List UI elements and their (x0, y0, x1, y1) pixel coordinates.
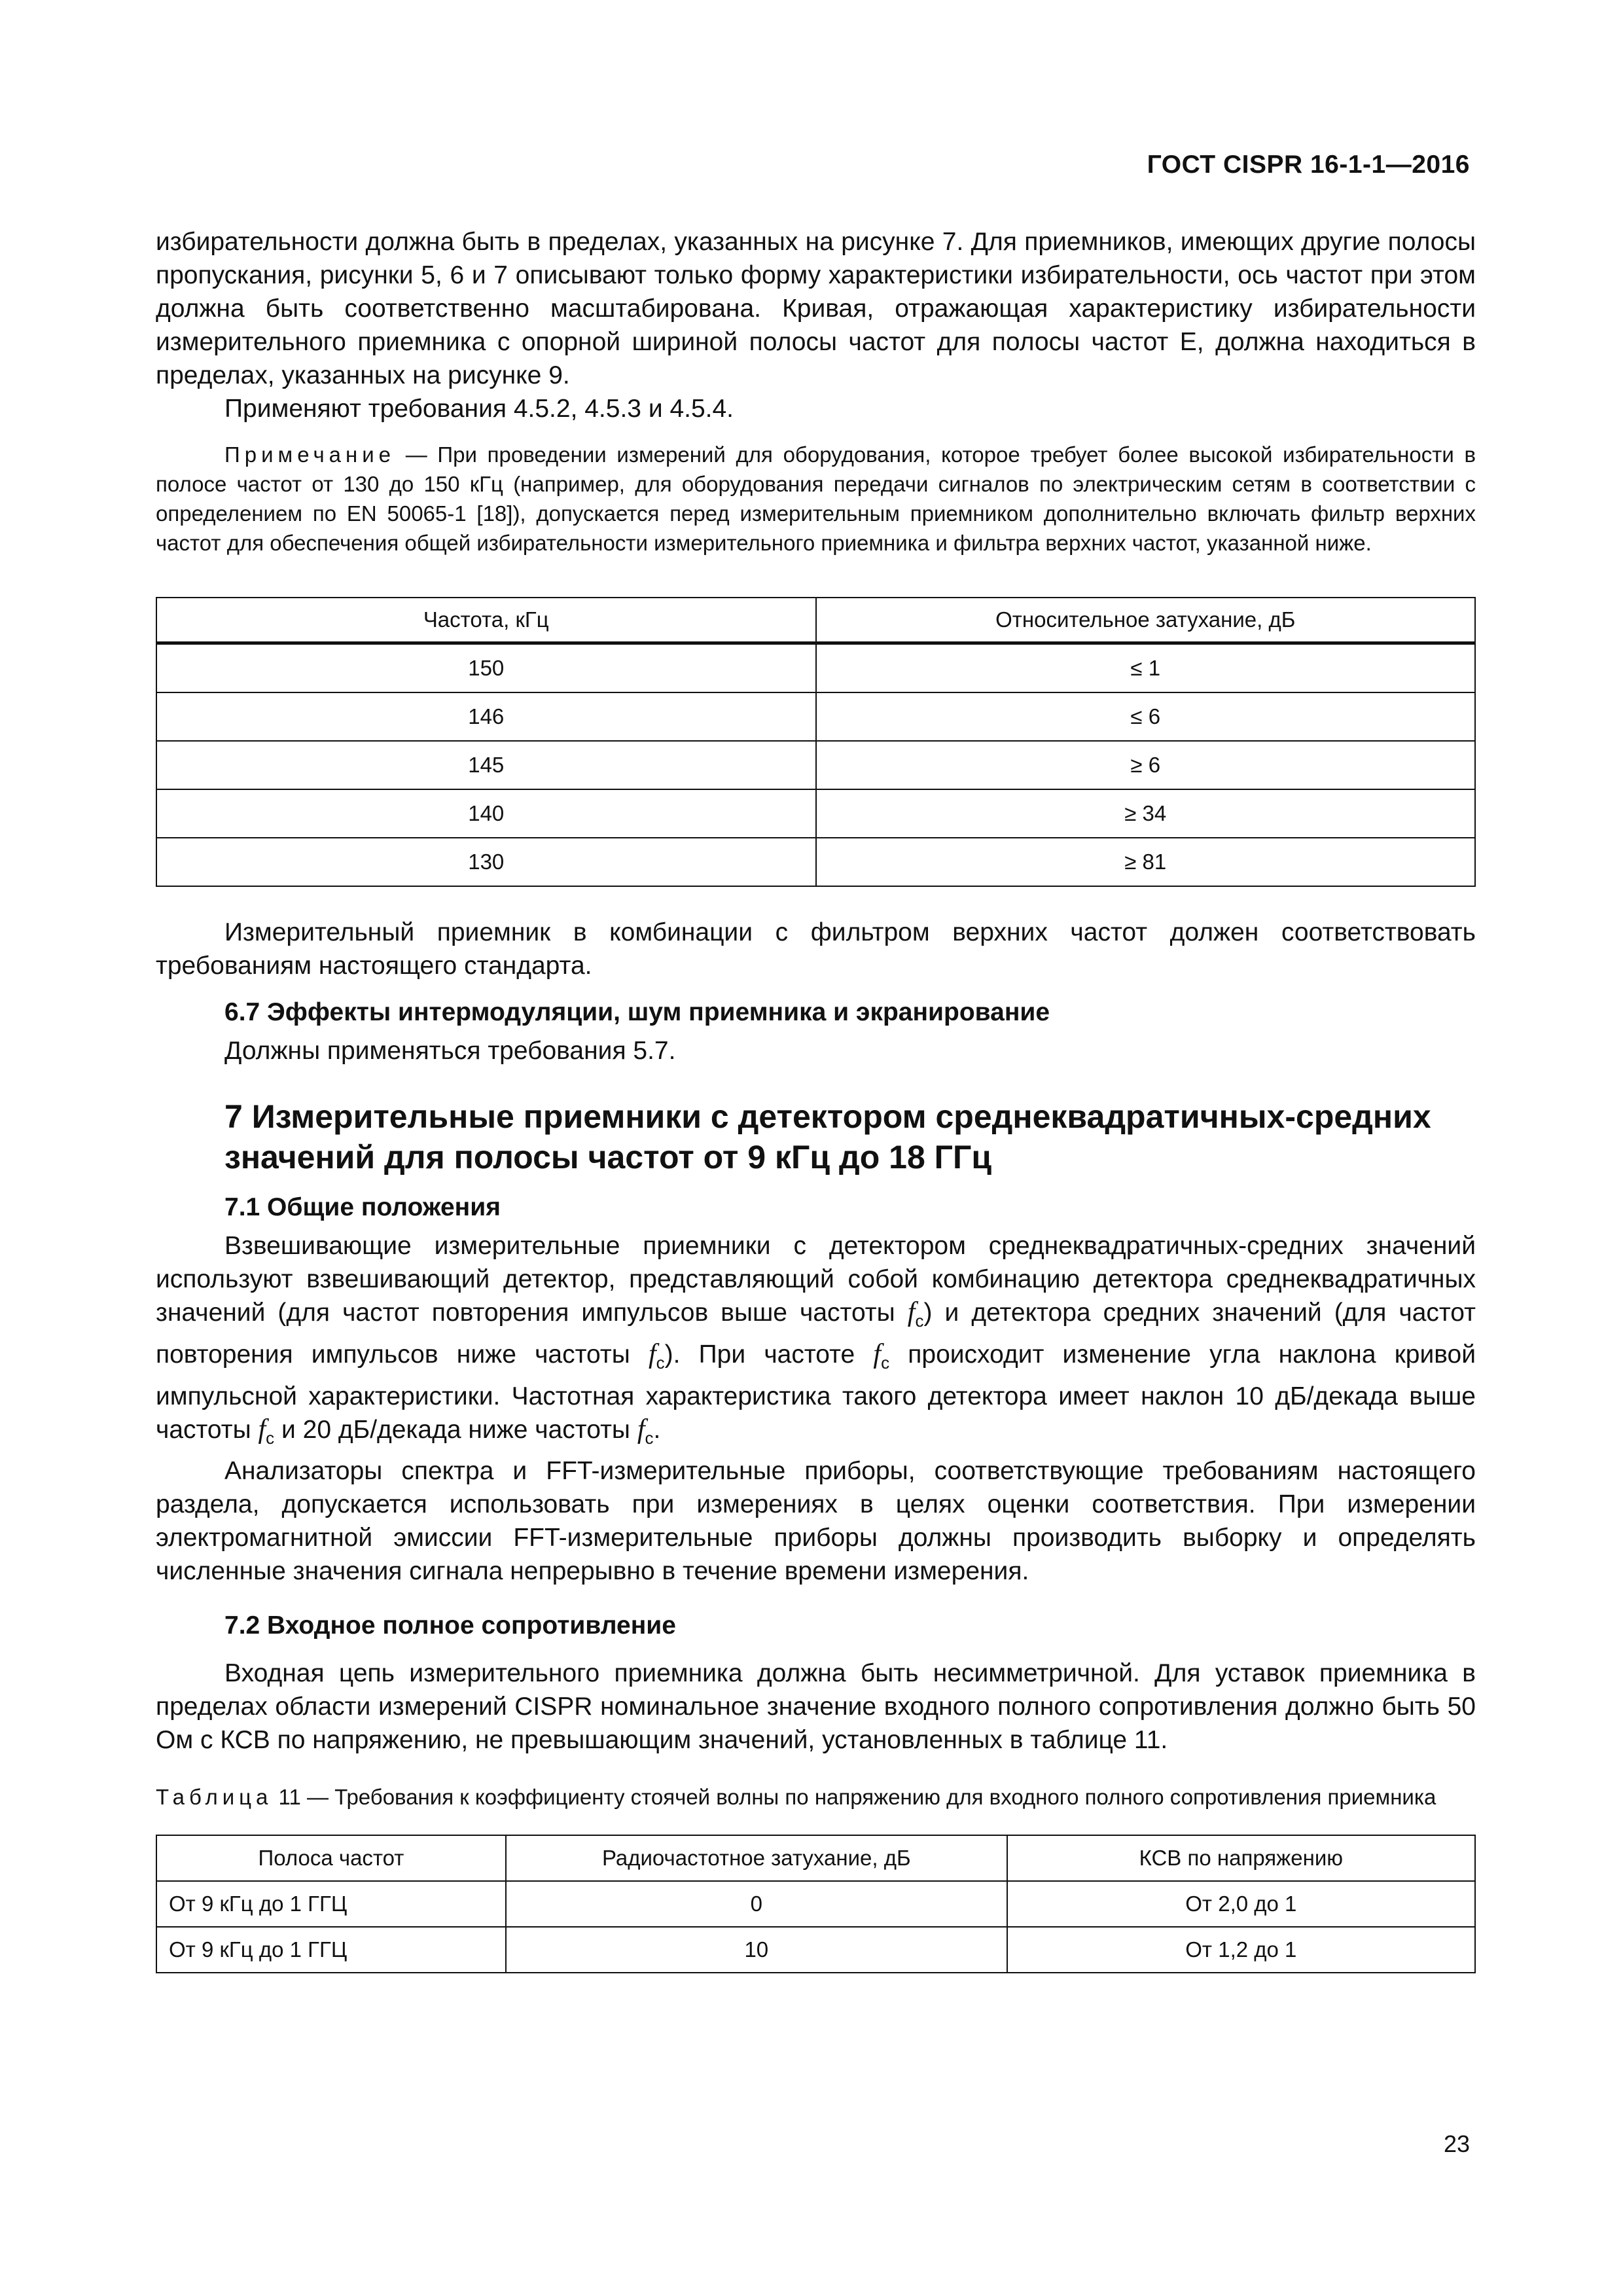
note-text: — При проведении измерений для оборудования, которое требует более высокой избирательности в полосе частот от 130 до 150 кГц (например, для оборудования передачи сигналов по электрическим сетям в соответствии с определением по EN 50065-1 [18]), допускается перед измерительным приемником дополнительно включать фильтр верхних частот для обеспечения общей избирательности измерительного приемника и фильтра верхних частот, указанной ниже. (156, 442, 1476, 555)
section-7-1-paragraph-2: Анализаторы спектра и FFT-измерительные приборы, соответствующие требованиям настоящего раздела, допускается использовать при измерениях в целях оценки соответствия. При измерении электромагнитной эмиссии FFT-измерительные приборы должны производить выборку и определять численные значения сигнала непрерывно в течение времени измерения. (156, 1457, 1476, 1586)
table-cell: 146 (156, 692, 816, 741)
table-row (156, 789, 1475, 838)
attenuation-table (156, 597, 1476, 887)
note-paragraph (156, 440, 1476, 558)
table-cell: 10 (506, 1927, 1007, 1973)
section-6-7-text: Должны применяться требования 5.7. (224, 1037, 676, 1065)
table-cell: ≤ 6 (816, 692, 1476, 741)
requirements-paragraph: Применяют требования 4.5.2, 4.5.3 и 4.5.4. (224, 395, 734, 423)
table-row (156, 692, 1475, 741)
table-cell: От 1,2 до 1 (1007, 1927, 1475, 1973)
table-caption-text: 11 — Требования к коэффициенту стоячей волны по напряжению для входного полного сопротивления приемника (272, 1785, 1436, 1810)
table-cell: 150 (156, 643, 816, 693)
section-7-2-paragraph: Входная цепь измерительного приемника должна быть несимметричной. Для уставок приемника в пределах области измерений CISPR номинальное значение входного полного сопротивления должно быть 50 Ом с КСВ по напряжению, не превышающим значений, установленных в таблице 11. (156, 1659, 1476, 1755)
table-cell: От 2,0 до 1 (1007, 1881, 1475, 1927)
section-heading-7-line2: значений для полосы частот от 9 кГц до 18 ГГц (224, 1139, 992, 1175)
section-heading-6-7: 6.7 Эффекты интермодуляции, шум приемника и экранирование (224, 998, 1050, 1026)
section-7-1-paragraph-1: Взвешивающие измерительные приемники с детектором среднеквадратичных-средних значений используют взвешивающий детектор, представляющий собой комбинацию детектора среднеквадратичных значений (для частот повторения импульсов выше частоты $f_c$) и детектора средних значений (для частот повторения импульсов ниже частоты $f_c$). При частоте $f_c$ происходит изменение угла наклона кривой импульсной характеристики. Частотная характеристика такого детектора имеет наклон 10 дБ/декада выше частоты $f_c$ и 20 дБ/декада ниже частоты $f_c$. (156, 1232, 1476, 1448)
table-row (156, 643, 1475, 693)
note-label: Примечание (224, 442, 396, 467)
table-cell: 130 (156, 838, 816, 886)
table-11-caption (156, 1783, 1476, 1811)
table-caption-label: Таблица (156, 1785, 273, 1810)
table-cell: ≤ 1 (816, 643, 1476, 693)
intro-paragraph: избирательности должна быть в пределах, указанных на рисунке 7. Для приемников, имеющих другие полосы пропускания, рисунки 5, 6 и 7 описывают только форму характеристики избирательности, ось частот при этом должна быть соответственно масштабирована. Кривая, отражающая характеристику избирательности измерительного приемника с опорной шириной полосы частот для полосы частот E, должна находиться в пределах, указанных на рисунке 9. (156, 228, 1476, 389)
table-cell: ≥ 81 (816, 838, 1476, 886)
table-cell: ≥ 6 (816, 741, 1476, 789)
table-header-row (156, 1835, 1475, 1881)
table-cell: От 9 кГц до 1 ГГЦ (156, 1927, 506, 1973)
section-heading-7-2: 7.2 Входное полное сопротивление (224, 1611, 676, 1640)
table-cell: От 9 кГц до 1 ГГЦ (156, 1881, 506, 1927)
column-header-vswr: КСВ по напряжению (1007, 1835, 1475, 1881)
table-cell: 145 (156, 741, 816, 789)
section-heading-7-1: 7.1 Общие положения (224, 1193, 501, 1221)
page-number: 23 (1443, 2130, 1470, 2157)
table-header-row (156, 598, 1475, 643)
section-heading-7-line1: 7 Измерительные приемники с детектором среднеквадратичных-средних (224, 1098, 1431, 1135)
after-table-paragraph: Измерительный приемник в комбинации с фильтром верхних частот должен соответствовать требованиям настоящего стандарта. (156, 918, 1476, 980)
column-header-rf-attenuation: Радиочастотное затухание, дБ (506, 1835, 1007, 1881)
vswr-table (156, 1835, 1476, 1973)
table-row (156, 1881, 1475, 1927)
column-header-frequency: Частота, кГц (156, 598, 816, 643)
table-row (156, 838, 1475, 886)
section-heading-7 (156, 1096, 1476, 1177)
document-id-header: ГОСТ CISPR 16-1-1—2016 (1147, 151, 1470, 179)
table-cell: 140 (156, 789, 816, 838)
table-cell: 0 (506, 1881, 1007, 1927)
table-cell: ≥ 34 (816, 789, 1476, 838)
page-content (156, 225, 1476, 1973)
table-row (156, 741, 1475, 789)
column-header-band: Полоса частот (156, 1835, 506, 1881)
table-row (156, 1927, 1475, 1973)
column-header-attenuation: Относительное затухание, дБ (816, 598, 1476, 643)
